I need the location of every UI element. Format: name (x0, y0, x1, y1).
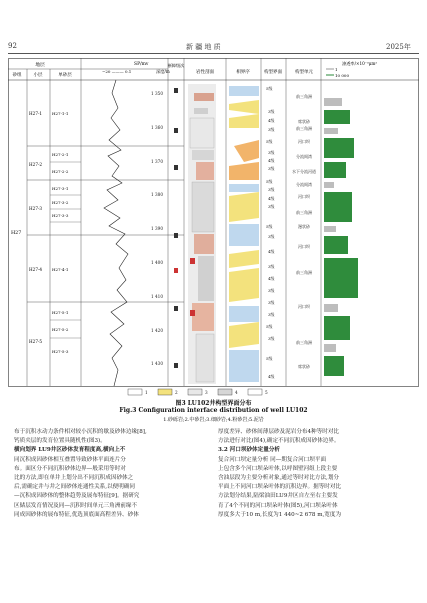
unit-h27-3-2: H27-3-2 (52, 200, 69, 205)
right-line-5: 上包含多个河口坝朵叶体,以呼图壁河组上段主要 (218, 465, 338, 472)
level-15: 4级 (268, 249, 275, 254)
right-column (218, 428, 418, 520)
level-10: 3级 (268, 187, 275, 192)
struct-unit-2: 席状砂 (298, 119, 310, 124)
level-14: 3级 (268, 234, 275, 239)
level-13: 5级 (266, 224, 273, 229)
right-line-4: 复合河口坝定量分析 同—期复合河口坝平面 (218, 456, 327, 463)
header-sp: SP/mv (134, 62, 149, 67)
right-line-6: 含油层段为主要分析对象,通过等时对比方法,划分 (218, 475, 340, 482)
level-3: 4级 (268, 118, 275, 123)
left-line-1: 布于沉积水动力条件相对较小沉积的歇及砂体边缘[8], (14, 429, 147, 435)
struct-unit-9: 前三角洲 (296, 210, 312, 215)
struct-unit-13: 河口坝 (298, 304, 310, 309)
header-facies: 相界序 (236, 70, 250, 75)
depth-1380: 1 380 (151, 192, 163, 197)
header-group: 地层 (35, 63, 45, 68)
svg-text:2: 2 (175, 390, 178, 395)
unit-h27-2-1: H27-2-1 (52, 152, 69, 157)
right-line-1: 厚度差异、砂体间薄层砂及泥岩分布4种等时对比 (218, 429, 340, 435)
subgroup-h27-4: H27-4 (29, 267, 43, 272)
struct-unit-3: 前三角洲 (296, 126, 312, 131)
subgroup-h27-5: H27-5 (29, 339, 43, 344)
unit-h27-3-3: H27-3-3 (52, 213, 69, 218)
header-perm-tick-2: 10 000 (335, 73, 349, 78)
level-21: 5级 (266, 324, 273, 329)
header-perm-tick-1: 1 (335, 67, 338, 72)
sand-group-label: H27 (11, 231, 22, 236)
left-line-3: 横向划界 LU9井区砂体发育程度高,横向上不 (14, 447, 126, 454)
subgroup-h27-2: H27-2 (29, 162, 43, 167)
level-24: 4级 (268, 374, 275, 379)
left-line-6: 比的方法,即在单井上划分出不同沉积成因砂体之 (14, 475, 134, 482)
left-line-4: 同沉积成因砂体相互叠置导致砂体平面连片分 (14, 456, 126, 463)
level-19: 3级 (268, 300, 275, 305)
header-lithology: 岩性剖面 (196, 70, 214, 75)
level-12: 3级 (268, 204, 275, 209)
unit-h27-3-1: H27-3-1 (52, 186, 69, 191)
depth-1430: 1 430 (151, 361, 163, 366)
unit-h27-1-1: H27-1-1 (52, 111, 69, 116)
struct-unit-8: 河口坝 (298, 194, 310, 199)
right-line-3: 3.2 河口坝砂体定量分析 (218, 447, 281, 454)
figure-title-cn: 图3 LU102井构型界面分布 (175, 400, 252, 407)
svg-text:4: 4 (235, 390, 238, 395)
depth-1420: 1 420 (151, 328, 163, 333)
right-line-10: 厚度多大于10 m,长度为1 440~2 678 m,宽度为 (218, 511, 342, 518)
struct-unit-15: 席状砂 (298, 364, 310, 369)
header-system: 砂组 (12, 73, 22, 78)
depth-1350: 1 350 (151, 91, 163, 96)
struct-unit-11: 河口坝 (298, 244, 310, 249)
header-subgroup: 小层 (33, 73, 43, 78)
right-line-9: 育了4个不同的河口坝朵叶体(图5),河口坝朵叶体 (218, 502, 338, 509)
header-fault: 断障级次 (167, 63, 185, 68)
well-section-figure (8, 58, 419, 398)
struct-unit-5: 分流间湾 (296, 154, 312, 159)
subgroup-h27-3: H27-3 (29, 206, 43, 211)
unit-h27-5-1: H27-5-1 (52, 310, 69, 315)
left-line-5: 布。面区分不同沉积砂体边界—般采用等时对 (14, 465, 126, 472)
sp-curve (104, 80, 128, 386)
struct-unit-12: 前三角洲 (296, 270, 312, 275)
header-perm: 渗透率/×10⁻³μm² (342, 61, 378, 66)
level-22: 3级 (268, 336, 275, 341)
unit-h27-4-1: H27-4-1 (52, 267, 69, 272)
header-rule (8, 53, 419, 54)
level-6: 3级 (268, 150, 275, 155)
level-8: 3级 (268, 166, 275, 171)
svg-text:1: 1 (145, 390, 148, 395)
left-line-7: 后,需确定井与井之间砂体连通性关系,以便明确同 (14, 484, 136, 491)
svg-text:5: 5 (265, 390, 268, 395)
right-line-2: 方法进行对比(图4),确定不同沉积成因砂体边界。 (218, 438, 340, 445)
subgroup-h27-1: H27-1 (29, 111, 43, 116)
left-line-8: —沉积成因砂体的整体趋势及展布特征[9]。据研究 (14, 493, 140, 500)
struct-unit-14: 前三角洲 (296, 340, 312, 345)
left-column (14, 428, 210, 520)
journal-name: 新 疆 地 质 (186, 43, 221, 51)
depth-1390: 1 390 (151, 226, 163, 231)
header-unit: 单砂层 (58, 73, 72, 78)
svg-text:3: 3 (205, 390, 208, 395)
level-1: 5级 (266, 86, 273, 91)
unit-h27-5-3: H27-5-3 (52, 349, 69, 354)
permeability-bars (324, 98, 358, 376)
left-line-10: 同成因砂体的展布特征,优选顶底面高程差异、砂体 (14, 511, 139, 518)
unit-h27-5-2: H27-5-2 (52, 327, 69, 332)
right-line-7: 平面上不同河口坝朵叶体的沉积边界。据等时对比 (218, 484, 342, 491)
header-cycle: 构型界面 (264, 70, 282, 75)
level-2: 3级 (268, 109, 275, 114)
struct-unit-1: 前三角洲 (296, 94, 312, 99)
header-depth: 深度/m (156, 69, 170, 74)
level-17: 4级 (268, 276, 275, 281)
level-20: 3级 (268, 312, 275, 317)
figure-title-en: Fig.3 Configuration interface distribution of well LU102 (119, 407, 308, 414)
depth-1400: 1 400 (151, 260, 163, 265)
left-line-2: 钙质夹层的发育位置具随机性(图3)。 (14, 438, 106, 445)
level-7: 4级 (268, 158, 275, 163)
level-5: 5级 (266, 139, 273, 144)
level-18: 3级 (268, 288, 275, 293)
level-11: 4级 (268, 196, 275, 201)
unit-h27-2-2: H27-2-2 (52, 169, 69, 174)
level-16: 3级 (268, 264, 275, 269)
depth-1410: 1 410 (151, 294, 163, 299)
page-number: 92 (8, 42, 17, 50)
struct-unit-6: 水下分流河道 (292, 169, 316, 174)
figure-legend (128, 389, 268, 395)
level-9: 5级 (266, 179, 273, 184)
struct-unit-4: 河口坝 (298, 139, 310, 144)
header-structure-unit: 构型单元 (295, 70, 313, 75)
level-23: 5级 (266, 356, 273, 361)
level-4: 3级 (268, 127, 275, 132)
right-line-8: 方法划分结果,陆梁油田LU9井区自左至右主要发 (218, 493, 338, 500)
figure-legend-text: 1.砂砾岩;2.中砂岩;3.细砂岩;4.粉砂岩;5.泥岩 (163, 417, 264, 423)
depth-1360: 1 360 (151, 125, 163, 130)
struct-unit-10: 漫状砂 (298, 224, 310, 229)
header-sp-ticks: −20 ——— 0.1 (102, 69, 132, 74)
left-line-9: 区储层发育情况及同—沉积时间单元三角洲前缘不 (14, 502, 138, 509)
depth-1370: 1 370 (151, 159, 163, 164)
struct-unit-7: 分流间湾 (296, 182, 312, 187)
header-year: 2025年 (386, 43, 411, 51)
